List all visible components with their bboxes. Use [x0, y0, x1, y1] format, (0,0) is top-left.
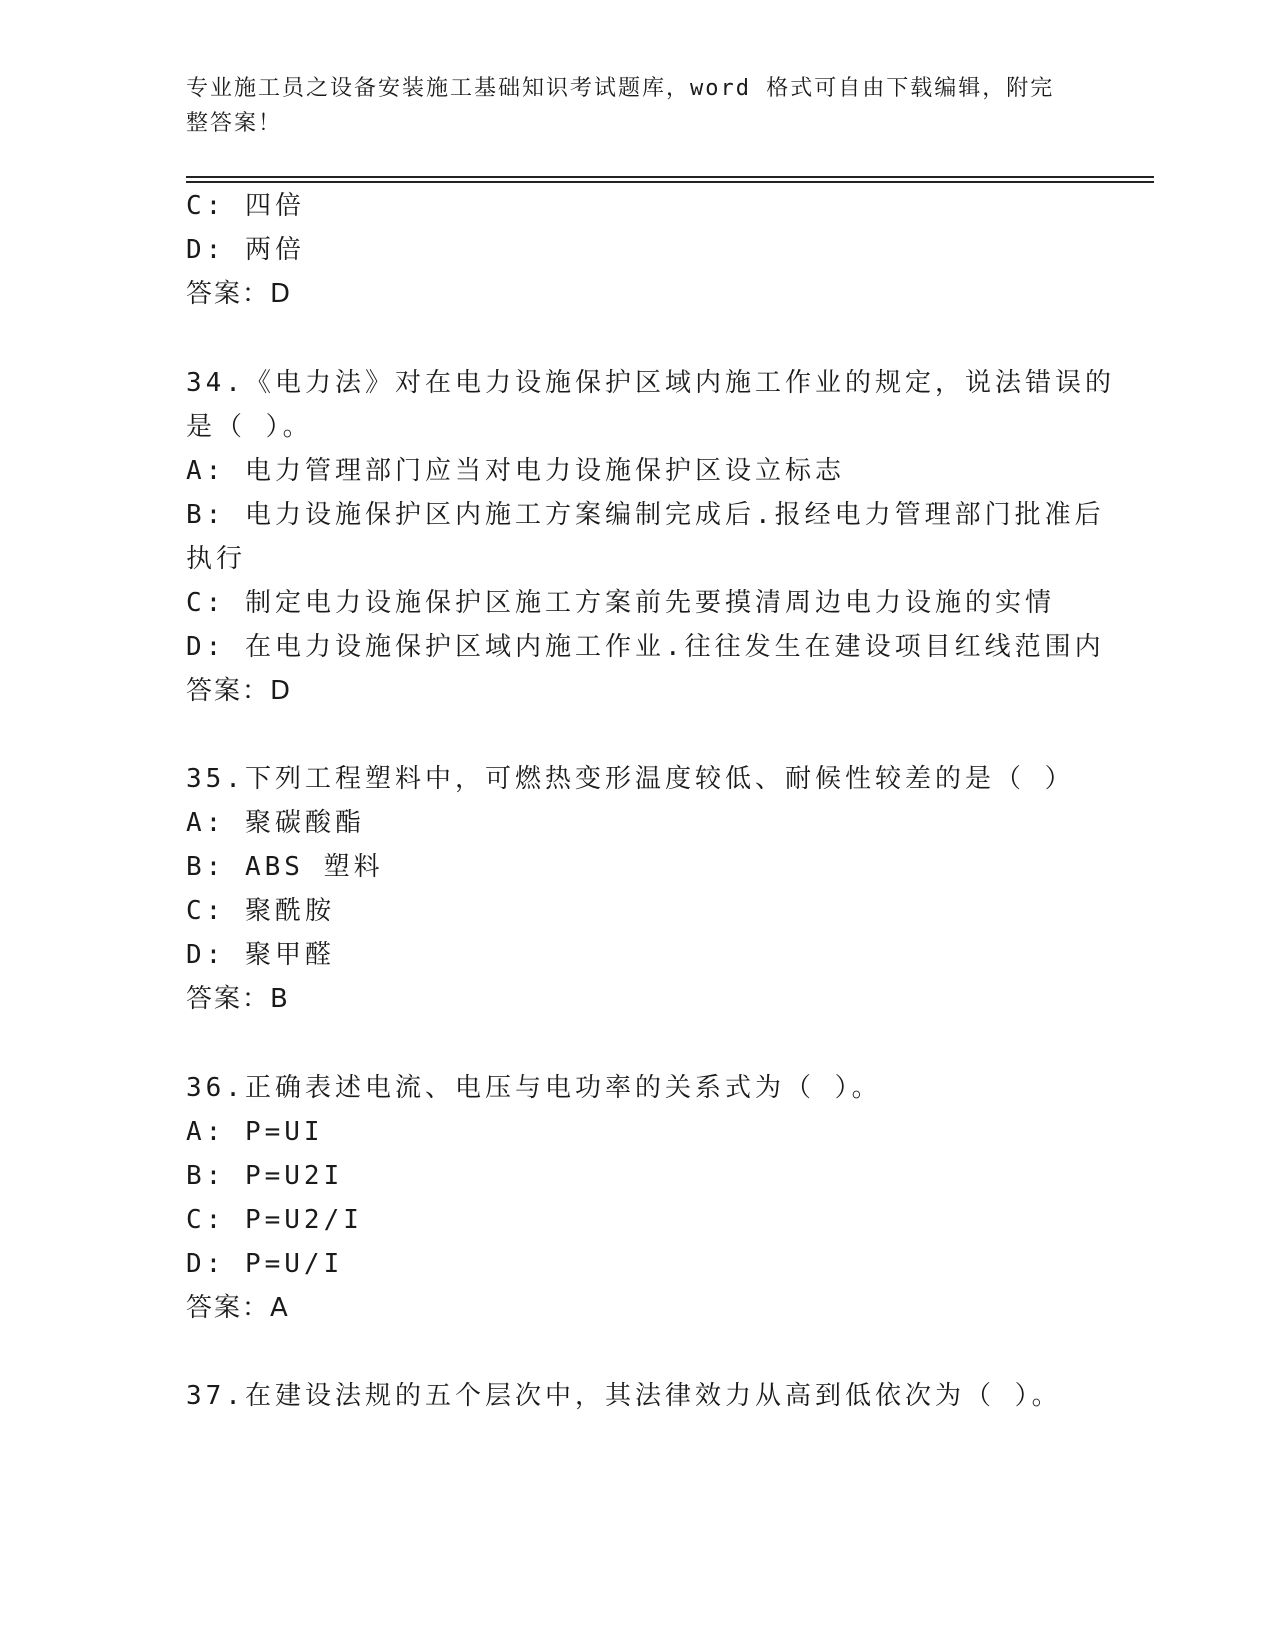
question-stem-continued: 是（ ）。	[186, 412, 313, 442]
header-line-2: 整答案！	[186, 111, 283, 136]
option-c: C: 制定电力设施保护区施工方案前先要摸清周边电力设施的实情	[186, 588, 1055, 618]
option-a: A: P=UI	[186, 1117, 324, 1147]
answer-line: 答案：A	[186, 1293, 290, 1323]
answer-line: 答案：B	[186, 984, 290, 1014]
answer-line: 答案：D	[186, 676, 293, 706]
question-stem: 34.《电力法》对在电力设施保护区域内施工作业的规定，说法错误的	[186, 368, 1115, 398]
question-stem: 36.正确表述电流、电压与电功率的关系式为（ ）。	[186, 1073, 882, 1103]
header-divider-top	[186, 176, 1154, 178]
option-a: A: 聚碳酸酯	[186, 808, 365, 838]
option-d: D: 在电力设施保护区域内施工作业.往往发生在建设项目红线范围内	[186, 632, 1105, 662]
option-c: C: 四倍	[186, 191, 305, 221]
option-b: B: 电力设施保护区内施工方案编制完成后.报经电力管理部门批准后	[186, 500, 1105, 530]
option-d: D: 聚甲醛	[186, 940, 335, 970]
option-b: B: P=U2I	[186, 1161, 344, 1191]
option-b-continued: 执行	[186, 544, 247, 574]
option-d: D: 两倍	[186, 235, 305, 265]
option-d: D: P=U/I	[186, 1249, 344, 1279]
header-divider-bottom	[186, 181, 1154, 183]
question-stem: 35.下列工程塑料中，可燃热变形温度较低、耐候性较差的是（ ）	[186, 764, 1075, 794]
answer-line: 答案：D	[186, 279, 293, 309]
option-a: A: 电力管理部门应当对电力设施保护区设立标志	[186, 456, 845, 486]
document-header	[186, 71, 1066, 141]
option-c: C: 聚酰胺	[186, 896, 335, 926]
option-b: B: ABS 塑料	[186, 852, 384, 882]
header-line-1: 专业施工员之设备安装施工基础知识考试题库，word 格式可自由下载编辑，附完	[186, 76, 1055, 101]
question-stem: 37.在建设法规的五个层次中，其法律效力从高到低依次为（ ）。	[186, 1381, 1062, 1411]
option-c: C: P=U2/I	[186, 1205, 363, 1235]
